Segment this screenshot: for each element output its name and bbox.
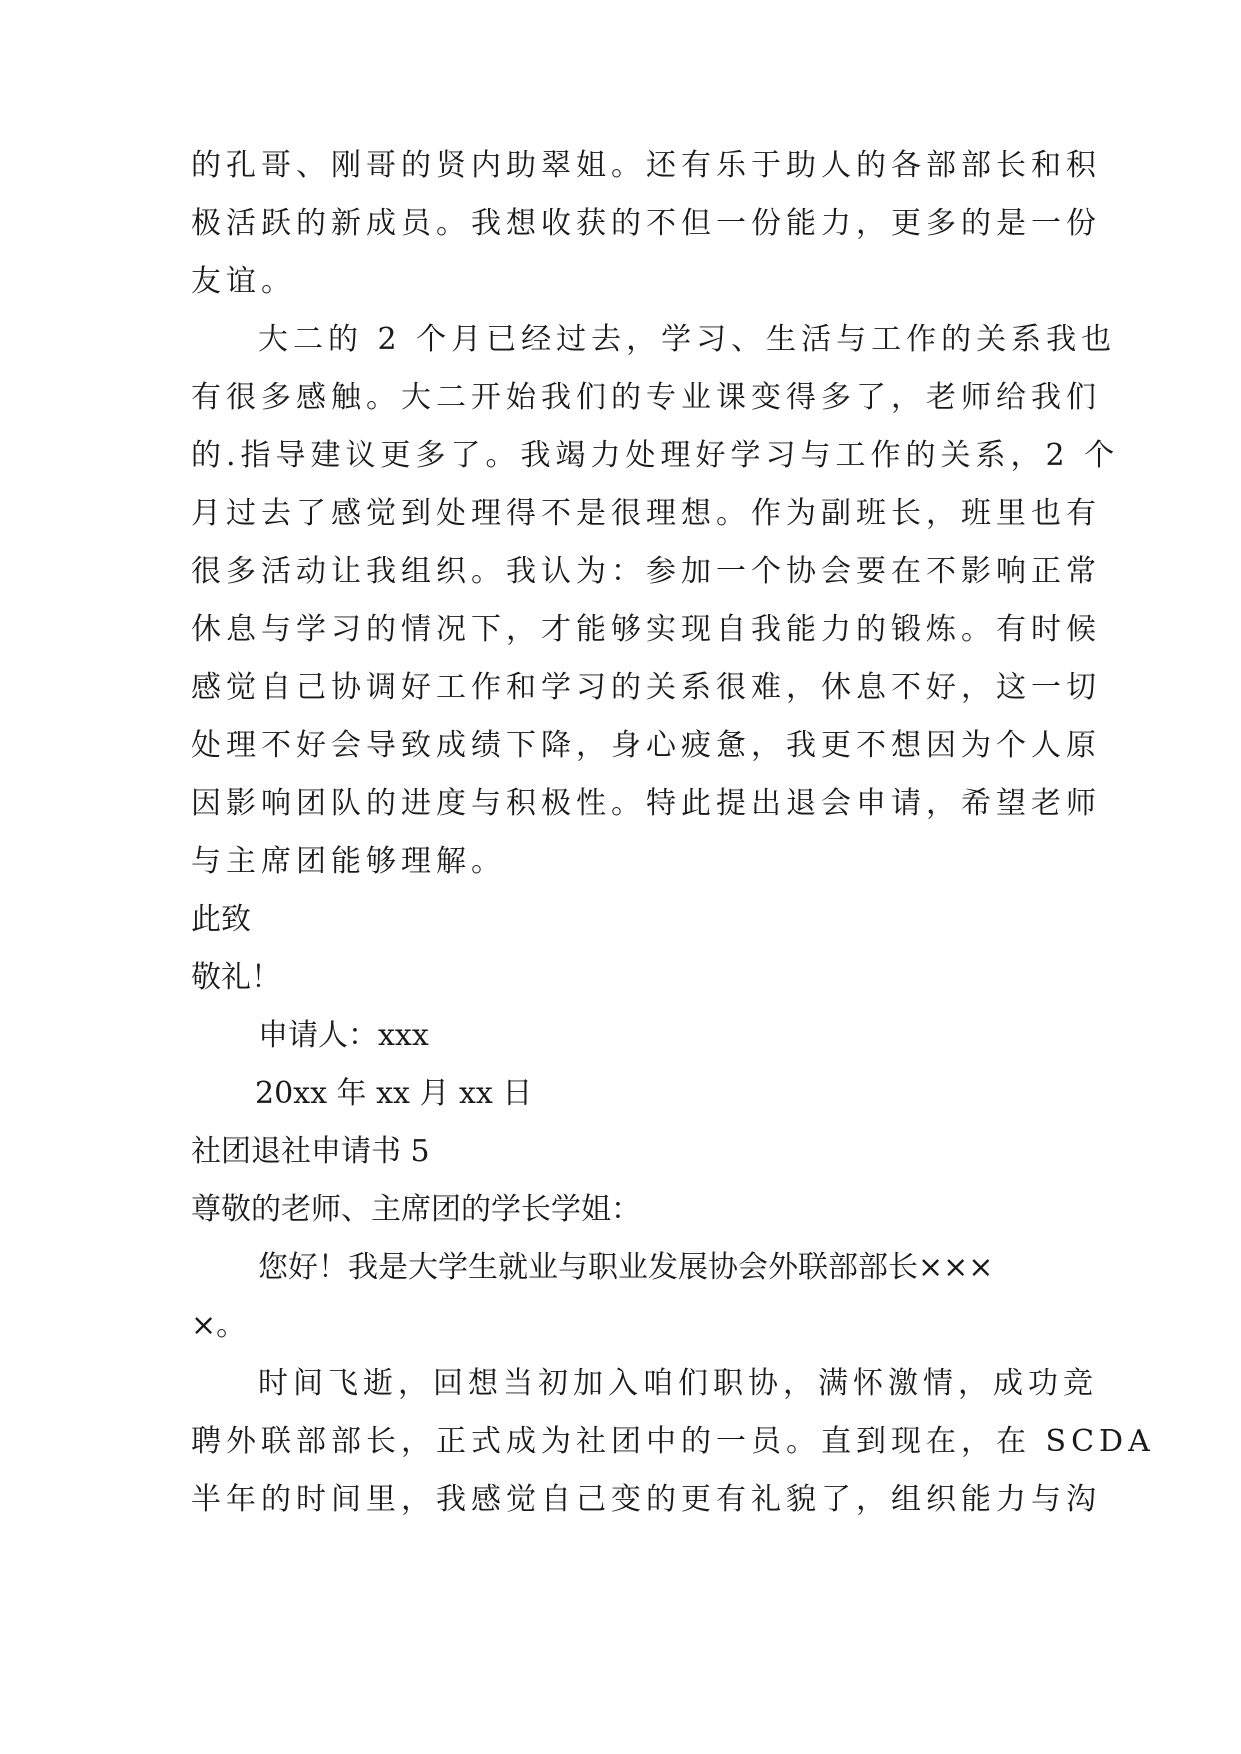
paragraph-line: 处理不好会导致成绩下降，身心疲惫，我更不想因为个人原 — [191, 728, 1101, 763]
paragraph-line: ×。 — [191, 1308, 247, 1343]
closing-regards: 敬礼！ — [191, 960, 281, 995]
section-title: 社团退社申请书 5 — [191, 1134, 430, 1169]
paragraph-line: 大二的 2 个月已经过去，学习、生活与工作的关系我也 — [258, 322, 1117, 357]
paragraph-line: 休息与学习的情况下，才能够实现自我能力的锻炼。有时候 — [191, 612, 1101, 647]
paragraph-line: 时间飞逝，回想当初加入咱们职协，满怀激情，成功竞 — [258, 1366, 1098, 1401]
applicant-signature: 申请人：xxx — [258, 1018, 429, 1053]
letter-greeting: 尊敬的老师、主席团的学长学姐： — [191, 1192, 641, 1227]
paragraph-line: 感觉自己协调好工作和学习的关系很难，休息不好，这一切 — [191, 670, 1101, 705]
paragraph-line: 的.指导建议更多了。我竭力处理好学习与工作的关系，2 个 — [191, 438, 1120, 473]
paragraph-line: 极活跃的新成员。我想收获的不但一份能力，更多的是一份 — [191, 206, 1101, 241]
closing-salutation: 此致 — [191, 902, 251, 937]
paragraph-line: 因影响团队的进度与积极性。特此提出退会申请，希望老师 — [191, 786, 1101, 821]
paragraph-line: 很多活动让我组织。我认为：参加一个协会要在不影响正常 — [191, 554, 1101, 589]
paragraph-line: 有很多感触。大二开始我们的专业课变得多了，老师给我们 — [191, 380, 1101, 415]
signature-date: 20xx 年 xx 月 xx 日 — [255, 1076, 533, 1111]
paragraph-line: 的孔哥、刚哥的贤内助翠姐。还有乐于助人的各部部长和积 — [191, 148, 1101, 183]
paragraph-line: 友谊。 — [191, 264, 296, 299]
paragraph-line: 您好！我是大学生就业与职业发展协会外联部部长××× — [258, 1250, 994, 1285]
paragraph-line: 聘外联部部长，正式成为社团中的一员。直到现在，在 SCDA — [191, 1424, 1155, 1459]
paragraph-line: 半年的时间里，我感觉自己变的更有礼貌了，组织能力与沟 — [191, 1482, 1101, 1517]
paragraph-line: 月过去了感觉到处理得不是很理想。作为副班长，班里也有 — [191, 496, 1101, 531]
paragraph-line: 与主席团能够理解。 — [191, 844, 506, 879]
